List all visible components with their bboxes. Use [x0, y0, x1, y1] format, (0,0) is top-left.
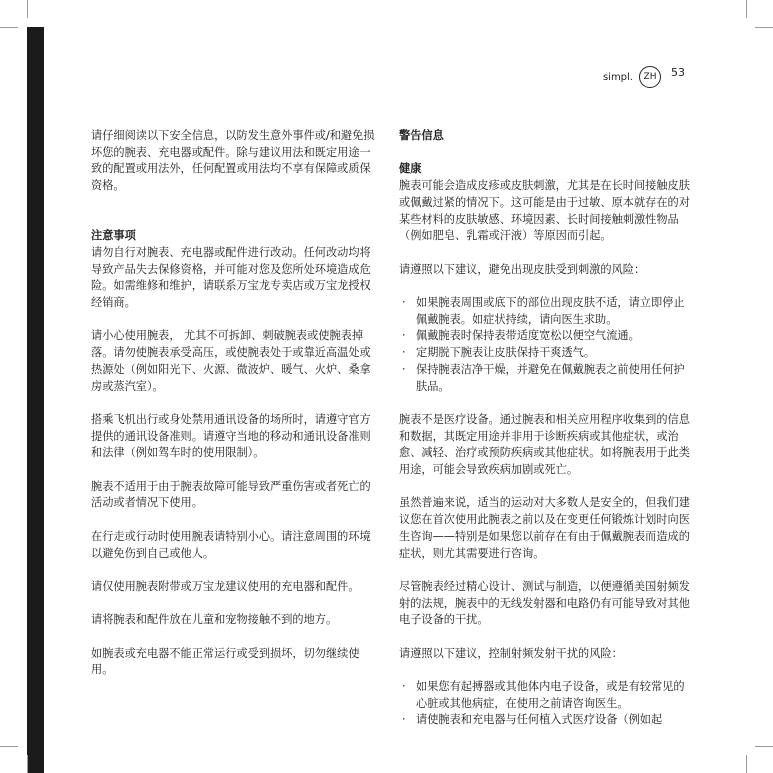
- left-column: [91, 128, 381, 696]
- list-item: · 定期脱下腕表让皮肤保持干爽透气。: [399, 345, 691, 362]
- notes-paragraph: 在行走或行动时使用腕表请特别小心。请注意周围的环境以避免伤到自己或他人。: [91, 529, 371, 560]
- language-indicator: [603, 66, 661, 88]
- crop-mark: [746, 755, 747, 773]
- list-item: · 佩戴腕表时保持表带适度宽松以便空气流通。: [399, 328, 691, 345]
- intro-paragraph: 请仔细阅读以下安全信息，以防发生意外事件或/和避免损坏您的腕表、充电器或配件。除与建议用法和既定用途一致的配置或用法外，任何配置或用法均不享有保障或质保资格。: [91, 129, 375, 193]
- skin-advice-list: [399, 295, 691, 395]
- notes-paragraph: 请勿自行对腕表、充电器或配件进行改动。任何改动均将导致产品失去保修资格，并可能对您及您所处环境造成危险。如需维修和维护，请联系万宝龙专卖店或万宝龙授权经销商。: [91, 245, 371, 310]
- page-number: 53: [671, 66, 685, 79]
- notes-paragraph: 如腕表或充电器不能正常运行或受到损坏，切勿继续使用。: [91, 646, 360, 677]
- rf-paragraph: 尽管腕表经过精心设计、测试与制造，以便遵循美国射频发射的法规，腕表中的无线发射器和电路仍有可能导致对其他电子设备的干扰。: [399, 579, 690, 627]
- list-item: · 如果腕表周围或底下的部位出现皮肤不适，请立即停止佩戴腕表。如症状持续，请向医生求助。: [399, 295, 691, 328]
- language-label: simpl.: [602, 71, 633, 83]
- crop-mark: [0, 27, 18, 28]
- crop-mark: [746, 0, 747, 18]
- crop-mark: [755, 27, 773, 28]
- health-heading: 健康: [399, 162, 422, 176]
- crop-mark: [755, 746, 773, 747]
- list-item: · 如果您有起搏器或其他体内电子设备，或是有较常见的心脏或其他病症，在使用之前请咨询医生。: [399, 679, 691, 712]
- skin-advice-intro: 请遵照以下建议，避免出现皮肤受到刺激的风险：: [399, 262, 646, 276]
- notes-paragraph: 搭乘飞机出行或身处禁用通讯设备的场所时，请遵守官方提供的通讯设备准则。请遵守当地的移动和通讯设备准则和法律（例如驾车时的使用限制）。: [91, 412, 371, 460]
- left-edge-bar: [27, 27, 44, 773]
- warning-heading: 警告信息: [399, 129, 444, 142]
- list-item: · 请使腕表和充电器与任何植入式医疗设备（例如起: [399, 712, 691, 729]
- crop-mark: [27, 0, 28, 18]
- notes-paragraph: 腕表不适用于由于腕表故障可能导致严重伤害或者死亡的活动或者情况下使用。: [91, 479, 371, 510]
- crop-mark: [0, 746, 18, 747]
- not-medical-paragraph: 腕表不是医疗设备。通过腕表和相关应用程序收集到的信息和数据，其既定用途并非用于诊断疾病或其他症状，或治愈、减轻、治疗或预防疾病或其他症状。如将腕表用于此类用途，可能会导致疾病加剧或死亡。: [399, 412, 690, 476]
- crop-mark: [27, 755, 28, 773]
- notes-paragraph: 请小心使用腕表， 尤其不可拆卸、刺破腕表或使腕表掉落。请勿使腕表承受高压，或使腕表处于或靠近高温处或热源处（例如阳光下、火源、微波炉、暖气、火炉、桑拿房或蒸汽室）。: [91, 329, 371, 393]
- list-item: · 保持腕表洁净干燥，并避免在佩戴腕表之前使用任何护肤品。: [399, 362, 691, 395]
- right-column: [399, 128, 691, 746]
- health-paragraph: 腕表可能会造成皮疹或皮肤刺激，尤其是在长时间接触皮肤或佩戴过紧的情况下。这可能是由于过敏、原本就存在的对某些材料的皮肤敏感、环境因素、长时间接触刺激性物品（例如肥皂、乳霜或汗液）等原因而引起。: [399, 179, 690, 243]
- rf-advice-intro: 请遵照以下建议，控制射频发射干扰的风险：: [399, 646, 623, 660]
- notes-paragraph: 请将腕表和配件放在儿童和宠物接触不到的地方。: [91, 613, 338, 627]
- notes-heading: 注意事项: [91, 229, 136, 243]
- rf-advice-list: [399, 679, 691, 729]
- notes-paragraph: 请仅使用腕表附带或万宝龙建议使用的充电器和配件。: [91, 579, 360, 593]
- language-code-badge: ZH: [639, 66, 661, 88]
- exercise-paragraph: 虽然普遍来说，适当的运动对大多数人是安全的，但我们建议您在首次使用此腕表之前以及在变更任何锻炼计划时向医生咨询——特别是如果您以前存在有由于佩戴腕表而造成的症状，则尤其需要进行咨询。: [399, 496, 690, 560]
